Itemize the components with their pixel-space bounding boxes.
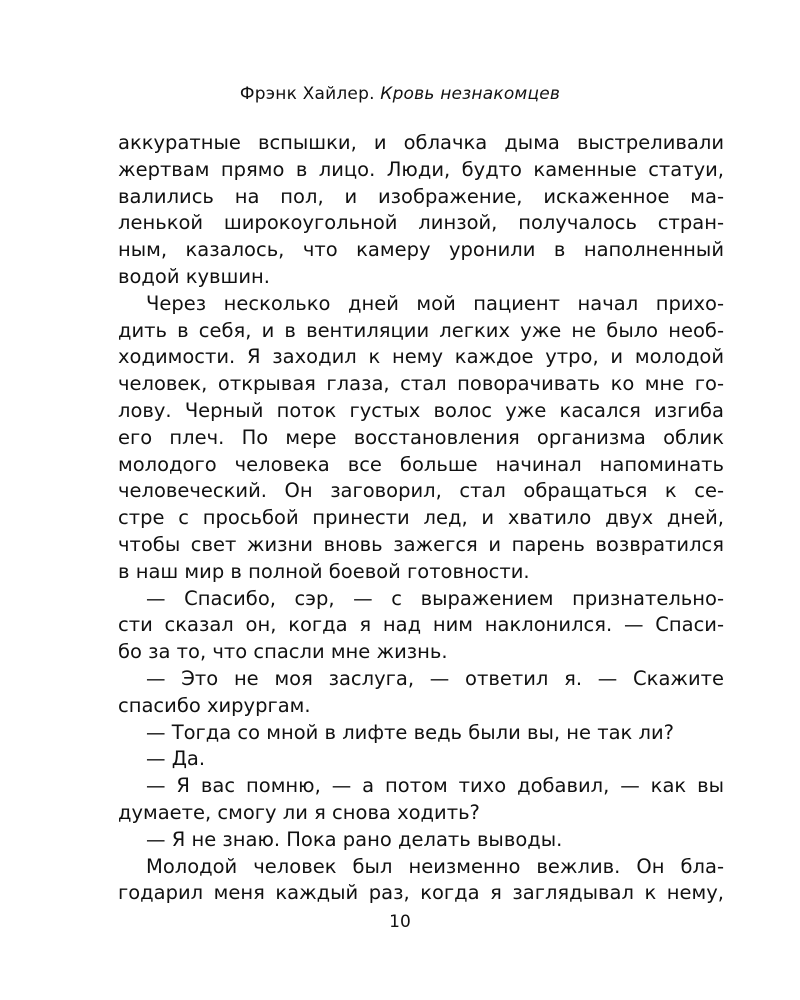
text-line: сти сказал он, когда я над ним наклонился. — Спаси-	[118, 613, 724, 637]
header-book-title: Кровь незнакомцев	[380, 84, 561, 104]
header-author: Фрэнк Хайлер.	[239, 84, 375, 104]
text-line: лову. Черный поток густых волос уже касался изгиба	[118, 398, 724, 422]
text-line: жертвам прямо в лицо. Люди, будто каменные статуи,	[118, 157, 724, 181]
text-line: годарил меня каждый раз, когда я заглядывал к нему,	[118, 881, 724, 905]
text-line: водой кувшин.	[118, 264, 270, 288]
text-line: — Спасибо, сэр, — с выражением признательно-	[146, 586, 724, 610]
text-line: бо за то, что спасли мне жизнь.	[118, 640, 448, 664]
text-line: — Я не знаю. Пока рано делать выводы.	[146, 827, 563, 851]
running-header	[0, 84, 800, 104]
text-line: чтобы свет жизни вновь зажегся и парень возвратился	[118, 532, 724, 556]
text-line: человеческий. Он заговорил, стал обращаться к се-	[118, 479, 724, 503]
text-line: — Я вас помню, — а потом тихо добавил, — как вы	[146, 774, 724, 798]
body-text	[118, 130, 724, 907]
text-line: Молодой человек был неизменно вежлив. Он бла-	[146, 854, 724, 878]
text-line: стре с просьбой принести лед, и хватило двух дней,	[118, 506, 724, 530]
text-line: Через несколько дней мой пациент начал прихо-	[146, 291, 724, 315]
text-line: молодого человека все больше начинал напоминать	[118, 452, 724, 476]
text-line: ходимости. Я заходил к нему каждое утро, и молодой	[118, 345, 724, 369]
text-line: спасибо хирургам.	[118, 693, 311, 717]
text-line: человек, открывая глаза, стал поворачивать ко мне го-	[118, 372, 724, 396]
text-line: его плеч. По мере восстановления организма облик	[118, 425, 724, 449]
text-line: ным, казалось, что камеру уронили в наполненный	[118, 238, 724, 262]
text-line: ленькой широкоугольной линзой, получалось стран-	[118, 211, 724, 235]
text-line: аккуратные вспышки, и облачка дыма выстреливали	[118, 131, 724, 154]
text-line: — Да.	[146, 747, 206, 771]
text-line: — Тогда со мной в лифте ведь были вы, не так ли?	[146, 720, 675, 744]
text-line: в наш мир в полной боевой готовности.	[118, 559, 530, 583]
text-line: — Это не моя заслуга, — ответил я. — Скажите	[146, 666, 724, 690]
text-line: дить в себя, и в вентиляции легких уже не было необ-	[118, 318, 724, 342]
page-number: 10	[389, 912, 411, 932]
text-line: валились на пол, и изображение, искаженное ма-	[118, 184, 724, 208]
text-line: думаете, смогу ли я снова ходить?	[118, 800, 480, 824]
